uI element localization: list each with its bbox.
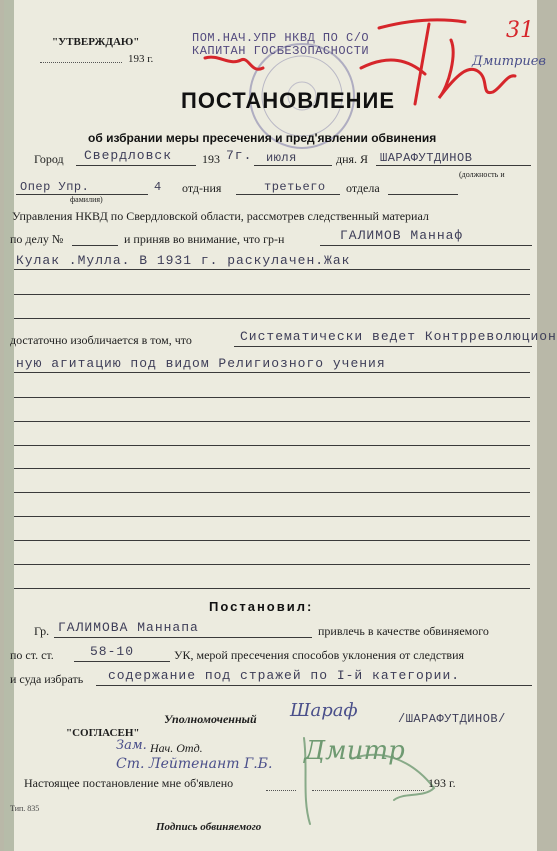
- evidence-text-2: ную агитацию под видом Религиозного учения: [16, 356, 386, 371]
- chief-label: Нач. Отд.: [150, 741, 203, 755]
- body-line-1: Управления НКВД по Свердловской области, рассмотрев следственный материал: [12, 209, 429, 223]
- articles-label: по ст. ст.: [10, 648, 54, 662]
- day-label: дня. Я: [336, 152, 369, 166]
- resolution-gr-label: Гр.: [34, 624, 50, 638]
- measure-text: УК, мерой пресечения способов уклонения от следствия: [174, 648, 465, 662]
- court-label: и суда избрать: [10, 672, 84, 686]
- authorized-label: Уполномоченный: [164, 712, 257, 726]
- document-page: [4, 0, 557, 851]
- section-value: третьего: [264, 180, 326, 194]
- month-value: июля: [266, 151, 297, 165]
- chief-rank: Ст. Лейтенант Г.Б.: [116, 756, 273, 772]
- page-number: 31: [506, 18, 534, 43]
- approval-handwritten-note: Дмитриев: [472, 54, 547, 69]
- position-value: Опер Упр.: [20, 180, 90, 194]
- announcement-label: Настоящее постановление мне об'явлено: [24, 776, 234, 790]
- resolution-heading: Постановил:: [209, 599, 314, 614]
- accused-name: ГАЛИМОВ Маннаф: [340, 228, 464, 243]
- approval-heading: "УТВЕРЖДАЮ": [52, 36, 140, 48]
- authorized-name: /ШАРАФУТДИНОВ/: [398, 712, 506, 726]
- announcement-year: 193 г.: [428, 776, 456, 790]
- approval-stamp-line2: КАПИТАН ГОСБЕЗОПАСНОСТИ: [192, 44, 370, 58]
- year-label: 193: [202, 152, 220, 166]
- authorized-signature: Шараф: [290, 700, 358, 721]
- approval-date-suffix: 193 г.: [128, 53, 154, 65]
- form-number: Тип. 835: [10, 804, 40, 813]
- measure-value: содержание под стражей по I-й категории.: [108, 668, 461, 683]
- section-label: отдела: [346, 181, 380, 195]
- case-mid: и приняв во внимание, что гр-н: [124, 232, 285, 246]
- approval-stamp-line1: ПОМ.НАЧ.УПР НКВД ПО С/О: [192, 31, 370, 45]
- chief-signature: Дмитр: [304, 736, 405, 766]
- approval-date-line: [40, 62, 122, 63]
- evidence-text-1: Систематически ведет Контрреволюцион: [240, 329, 557, 344]
- accused-info: Кулак .Мулла. В 1931 г. раскулачен.Жак: [16, 253, 351, 268]
- surname-note: фамилия): [70, 195, 103, 204]
- dept-number: 4: [154, 180, 162, 194]
- city-value: Свердловск: [84, 148, 173, 163]
- officer-value: ШАРАФУТДИНОВ: [380, 151, 473, 165]
- articles-value: 58-10: [90, 644, 135, 659]
- accused-signature-label: Подпись обвиняемого: [156, 821, 262, 833]
- case-prefix: по делу №: [10, 232, 64, 246]
- document-title: ПОСТАНОВЛЕНИЕ: [181, 88, 396, 113]
- agreed-prefix: Зам.: [116, 738, 147, 753]
- agreed-label: "СОГЛАСЕН": [66, 727, 140, 739]
- position-note: (должность и: [459, 170, 505, 179]
- resolution-accused-name: ГАЛИМОВА Маннапа: [58, 620, 199, 635]
- binding-edge: [4, 0, 14, 851]
- dept-label: отд-ния: [182, 181, 222, 195]
- resolution-charge-label: привлечь в качестве обвиняемого: [318, 624, 489, 638]
- city-label: Город: [34, 152, 64, 166]
- document-subtitle: об избрании меры пресечения и пред'явлении обвинения: [88, 131, 437, 145]
- evidence-prefix: достаточно изобличается в том, что: [10, 333, 192, 347]
- year-value: 7г.: [226, 148, 253, 163]
